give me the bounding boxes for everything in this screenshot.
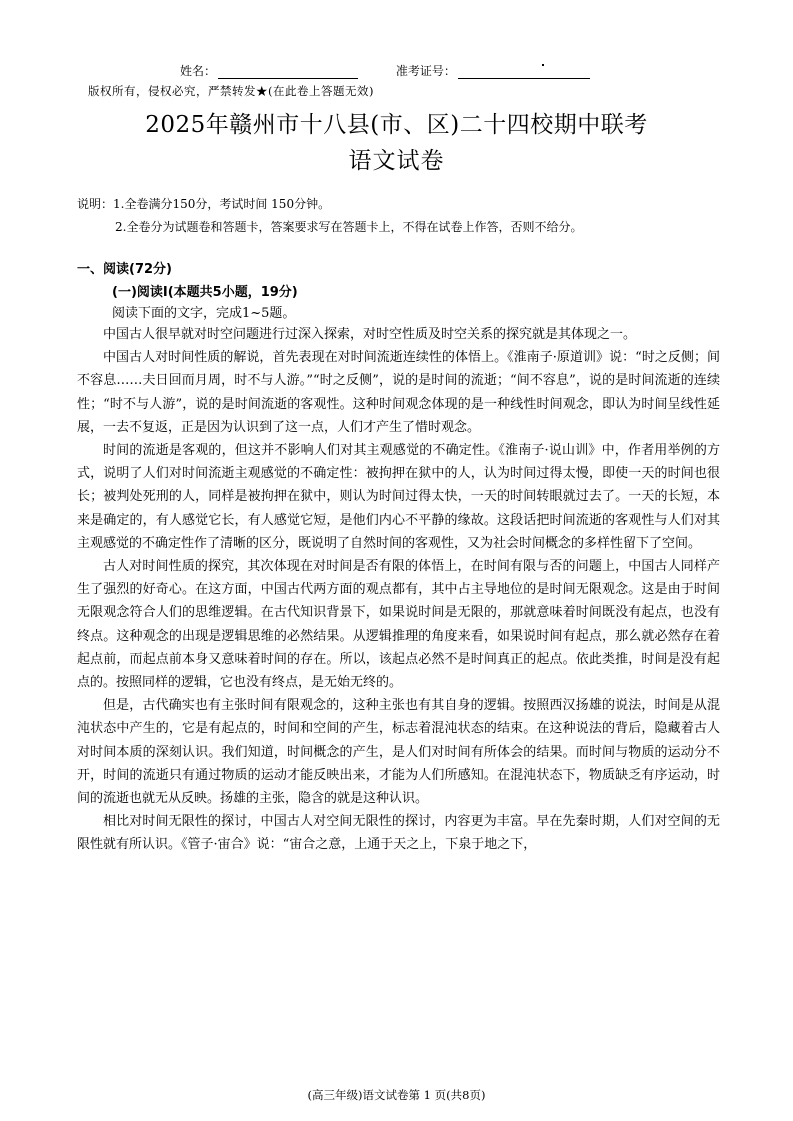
candidate-info-line (180, 62, 590, 79)
exam-title: 2025年赣州市十八县(市、区)二十四校期中联考 (145, 112, 648, 138)
note-1: 说明：1.全卷满分150分，考试时间 150分钟。 (77, 197, 331, 211)
note-2: 2.全卷分为试题卷和答题卡，答案要求写在答题卡上，不得在试卷上作答，否则不给分。 (115, 220, 583, 234)
passage-paragraph-1: 中国古人很早就对时空问题进行过深入探索，对时空性质及时空关系的探究就是其体现之一。 (103, 327, 637, 342)
passage-paragraph-2: 中国古人对时间性质的解说，首先表现在对时间流逝连续性的体悟上。《淮南子·原道训》说：“时之反侧；间不容息……夫日回而月周，时不与人游。”“时之反侧”，说的是时间的流逝；“间不容息”，说的是时间流逝的连续性；“时不与人游”，说的是时间流逝的客观性。这种时间观念体现的是一种线性时间观念，即认为时间呈线性延展，一去不复返，正是因为认识到了这一点，人们才产生了惜时观念。 (77, 350, 720, 435)
copyright-notice: 版权所有，侵权必究，严禁转发★(在此卷上答题无效) (88, 84, 374, 98)
reading-passage (77, 323, 720, 857)
passage-paragraph-3: 时间的流逝是客观的，但这并不影响人们对其主观感觉的不确定性。《淮南子·说山训》中，作者用举例的方式，说明了人们对时间流逝主观感觉的不确定性：被拘押在狱中的人，认为时间过得太慢，即使一天的时间也很长；被判处死刑的人，同样是被拘押在狱中，则认为时间过得太快，一天的时间转眼就过去了。一天的长短，本来是确定的，有人感觉它长，有人感觉它短，是他们内心不平静的缘故。这段话把时间流逝的客观性与人们对其主观感觉的不确定性作了清晰的区分，既说明了自然时间的客观性，又为社会时间概念的多样性留下了空间。 (77, 443, 720, 551)
exam-notes (77, 193, 582, 239)
exam-id-blank (458, 64, 590, 79)
stray-mark (542, 64, 544, 66)
exam-id-label: 准考证号： (395, 64, 456, 78)
exam-subtitle: 语文试卷 (348, 148, 445, 174)
reading-instruction: 阅读下面的文字，完成1~5题。 (112, 306, 296, 321)
passage-paragraph-5: 但是，古代确实也有主张时间有限观念的，这种主张也有其自身的逻辑。按照西汉扬雄的说法，时间是从混沌状态中产生的，它是有起点的，时间和空间的产生，标志着混沌状态的结束。在这种说法的背后，隐藏着古人对时间本质的深刻认识。我们知道，时间概念的产生，是人们对时间有所体会的结果。而时间与物质的运动分不开，时间的流逝只有通过物质的运动才能反映出来，才能为人们所感知。在混沌状态下，物质缺乏有序运动，时间的流逝也就无从反映。扬雄的主张，隐含的就是这种认识。 (77, 698, 720, 807)
section-heading: 一、阅读(72分) (77, 262, 172, 277)
passage-paragraph-6: 相比对时间无限性的探讨，中国古人对空间无限性的探讨，内容更为丰富。早在先秦时期，人们对空间的无限性就有所认识。《管子·宙合》说：“宙合之意，上通于天之上，下泉于地之下， (77, 814, 720, 853)
subsection-heading: (一)阅读Ⅰ(本题共5小题，19分) (112, 285, 298, 300)
page-footer: (高三年级)语文试卷第 1 页(共8页) (307, 1088, 486, 1102)
passage-paragraph-4: 古人对时间性质的探究，其次体现在对时间是否有限的体悟上，在时间有限与否的问题上，中国古人同样产生了强烈的好奇心。在这方面，中国古代两方面的观点都有，其中占主导地位的是时间无限观念。这是由于时间无限观念符合人们的思维逻辑。在古代知识背景下，如果说时间是无限的，那就意味着时间既没有起点，也没有终点。这种观念的出现是逻辑思维的必然结果。从逻辑推理的角度来看，如果说时间有起点，那么就必然存在着起点前，而起点前本身又意味着时间的存在。所以，该起点必然不是时间真正的起点。依此类推，时间是没有起点的。按照同样的逻辑，它也没有终点，是无始无终的。 (77, 559, 720, 691)
name-label: 姓名： (180, 64, 217, 78)
name-blank (218, 64, 358, 79)
